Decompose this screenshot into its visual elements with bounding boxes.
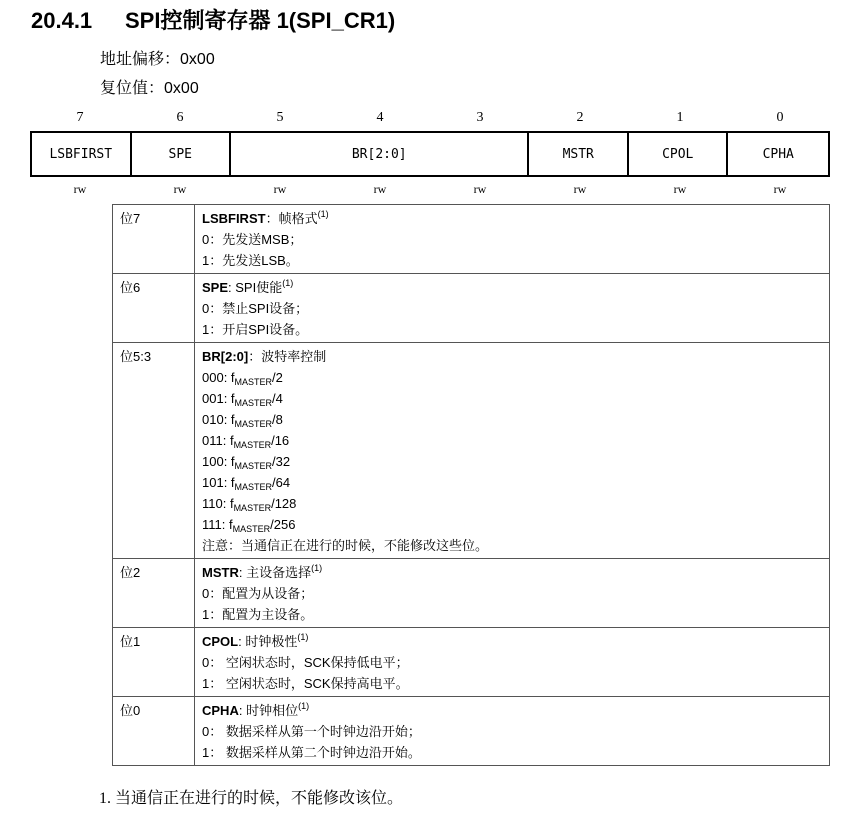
field-name: LSBFIRST [202, 211, 266, 226]
baud-rate-option [202, 472, 822, 493]
bit-number: 7 [76, 110, 84, 125]
field-name: CPHA [202, 703, 239, 718]
field-title: 波特率控制 [261, 349, 327, 364]
baud-subscript: MASTER [233, 503, 272, 513]
baud-divider: /32 [272, 454, 291, 469]
field-title: 主设备选择 [246, 565, 312, 580]
description-row [113, 343, 830, 559]
access-type: rw [73, 182, 87, 196]
bit-description [195, 559, 830, 628]
baud-subscript: MASTER [233, 440, 272, 450]
description-row [113, 274, 830, 343]
baud-rate-option [202, 451, 822, 472]
description-row [113, 559, 830, 628]
value-description: 0： 空闲状态时，SCK保持低电平； [202, 655, 409, 670]
description-row [113, 697, 830, 766]
bit-description-table [112, 204, 830, 766]
reset-value-value: 0x00 [164, 80, 199, 97]
bit-description [195, 628, 830, 697]
baud-code: 100: f [202, 454, 235, 469]
field-heading [202, 631, 822, 652]
bit-position: 位6 [113, 274, 195, 343]
field-name: SPE [202, 280, 229, 295]
baud-code: 000: f [202, 370, 235, 385]
footnote: 1. 当通信正在进行的时候，不能修改该位。 [99, 790, 404, 807]
reset-value-label: 复位值： [100, 80, 165, 97]
bit-position: 位5:3 [113, 343, 195, 559]
bit-description [195, 697, 830, 766]
bit-description [195, 274, 830, 343]
section-title-text: SPI控制寄存器 1(SPI_CR1) [125, 8, 396, 33]
baud-rate-option [202, 367, 822, 388]
register-field: LSBFIRST [32, 133, 132, 175]
access-type: rw [573, 182, 587, 196]
footnote-ref: (1) [297, 632, 309, 642]
field-heading [202, 562, 822, 583]
value-description: 0：禁止SPI设备； [202, 301, 309, 316]
baud-subscript: MASTER [234, 482, 273, 492]
access-type: rw [473, 182, 487, 196]
baud-code: 111: f [202, 517, 233, 532]
field-heading [202, 700, 822, 721]
field-name: BR[2:0] [202, 349, 249, 364]
field-title: SPI使能 [235, 280, 283, 295]
description-row [113, 628, 830, 697]
baud-code: 101: f [202, 475, 235, 490]
field-separator: : [228, 280, 236, 295]
baud-rate-option [202, 514, 822, 535]
field-title: 帧格式 [278, 211, 318, 226]
footnote-ref: (1) [317, 209, 329, 219]
access-type: rw [273, 182, 287, 196]
baud-rate-option [202, 430, 822, 451]
footnote-ref: (1) [298, 701, 310, 711]
baud-code: 011: f [202, 433, 234, 448]
baud-divider: /8 [272, 412, 283, 427]
value-description: 1：先发送LSB。 [202, 253, 299, 268]
bit-number: 3 [476, 110, 484, 125]
bit-position: 位1 [113, 628, 195, 697]
access-type: rw [673, 182, 687, 196]
bit-number: 0 [776, 110, 784, 125]
baud-subscript: MASTER [234, 377, 273, 387]
footnote-ref: (1) [282, 278, 294, 288]
value-description: 0：配置为从设备； [202, 586, 314, 601]
bit-description [195, 343, 830, 559]
field-separator: : [238, 703, 247, 718]
field-title: 时钟极性 [245, 634, 298, 649]
baud-divider: /4 [272, 391, 283, 406]
value-description: 0： 数据采样从第一个时钟边沿开始； [202, 724, 421, 739]
field-separator: : [238, 565, 247, 580]
bit-number: 6 [176, 110, 184, 125]
baud-rate-option [202, 493, 822, 514]
baud-rate-option [202, 388, 822, 409]
field-heading [202, 277, 822, 298]
register-field: SPE [132, 133, 232, 175]
access-type: rw [173, 182, 187, 196]
field-separator: ： [248, 349, 262, 364]
value-description: 0：先发送MSB； [202, 232, 303, 247]
bit-number: 4 [376, 110, 384, 125]
field-heading [202, 346, 822, 367]
register-field: MSTR [529, 133, 629, 175]
baud-code: 110: f [202, 496, 234, 511]
field-title: 时钟相位 [246, 703, 299, 718]
reset-value [100, 75, 199, 98]
baud-divider: /16 [271, 433, 290, 448]
value-description: 1： 空闲状态时，SCK保持高电平。 [202, 676, 409, 691]
value-description: 1： 数据采样从第二个时钟边沿开始。 [202, 745, 421, 760]
access-type: rw [373, 182, 387, 196]
access-type: rw [773, 182, 787, 196]
bit-number: 1 [676, 110, 684, 125]
description-row [113, 205, 830, 274]
footnote-ref: (1) [311, 563, 323, 573]
bit-number: 2 [576, 110, 584, 125]
baud-subscript: MASTER [232, 524, 271, 534]
bit-number: 5 [276, 110, 284, 125]
field-separator: : [238, 634, 246, 649]
value-description: 1：开启SPI设备。 [202, 322, 309, 337]
baud-rate-option [202, 409, 822, 430]
baud-divider: /64 [272, 475, 291, 490]
baud-divider: /2 [272, 370, 283, 385]
section-title [31, 4, 395, 35]
value-description: 1：配置为主设备。 [202, 607, 314, 622]
register-field: BR[2:0] [231, 133, 529, 175]
baud-subscript: MASTER [234, 419, 273, 429]
field-separator: ： [265, 211, 279, 226]
register-field: CPOL [629, 133, 729, 175]
field-heading [202, 208, 822, 229]
baud-code: 001: f [202, 391, 235, 406]
baud-divider: /256 [270, 517, 296, 532]
bit-position: 位7 [113, 205, 195, 274]
field-name: MSTR [202, 565, 239, 580]
bit-position: 位0 [113, 697, 195, 766]
register-field: CPHA [762, 146, 794, 162]
field-name: CPOL [202, 634, 239, 649]
warning-note: 注意：当通信正在进行的时候，不能修改这些位。 [202, 538, 489, 553]
address-offset [100, 46, 215, 69]
bit-description [195, 205, 830, 274]
baud-divider: /128 [271, 496, 297, 511]
section-number: 20.4.1 [31, 8, 93, 33]
register-bit-map [30, 131, 830, 177]
address-offset-value: 0x00 [180, 51, 215, 68]
baud-subscript: MASTER [234, 398, 273, 408]
bit-position: 位2 [113, 559, 195, 628]
baud-code: 010: f [202, 412, 235, 427]
baud-subscript: MASTER [234, 461, 273, 471]
address-offset-label: 地址偏移： [100, 51, 181, 68]
